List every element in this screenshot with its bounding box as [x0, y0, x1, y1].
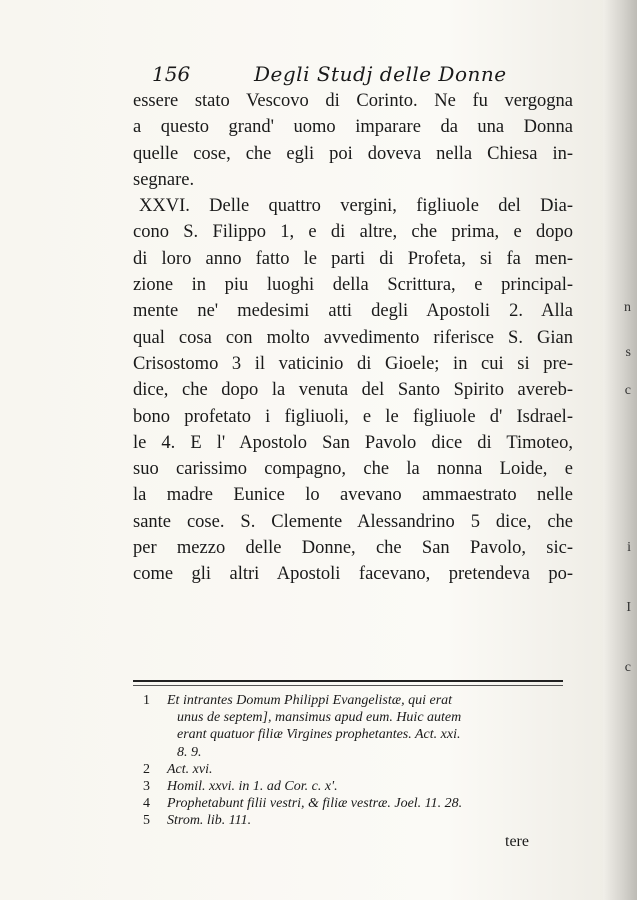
edge-mark: I	[626, 600, 631, 615]
edge-mark: i	[627, 540, 631, 555]
text-line: essere stato Vescovo di Corinto. Ne fu vergogna	[133, 91, 573, 111]
body-text	[133, 88, 573, 588]
footnote-number: 1	[143, 693, 150, 708]
footnote-rule	[133, 680, 563, 682]
running-head: Degli Studj delle Donne	[254, 62, 507, 86]
text-line: zione in piu luoghi della Scrittura, e principal-	[133, 275, 573, 296]
text-line: segnare.	[133, 169, 195, 190]
footnote-number: 3	[143, 779, 150, 795]
text-line: per mezzo delle Donne, che San Pavolo, sic-	[133, 538, 573, 559]
text-line: mente ne' medesimi atti degli Apostoli 2. Alla	[133, 301, 573, 322]
footnote-line: erant quatuor filiæ Virgines prophetantes. Act. xxi.	[177, 727, 461, 743]
text-line: bono profetato i figliuoli, e le figliuole d' Isdrael-	[133, 406, 573, 427]
text-line: quelle cose, che egli poi doveva nella Chiesa in-	[133, 143, 573, 164]
footnote-number: 5	[143, 813, 150, 829]
text-line: cono S. Filippo 1, e di altre, che prima, e dopo	[133, 222, 573, 243]
footnote-line: 8. 9.	[177, 744, 202, 760]
footnote-line: unus de septem], mansimus apud eum. Huic autem	[177, 710, 462, 726]
edge-mark: n	[624, 300, 631, 315]
catchword: tere	[505, 833, 529, 850]
text-line: sante cose. S. Clemente Alessandrino 5 dice, che	[133, 511, 573, 532]
footnote-line: Et intrantes Domum Philippi Evangelistæ, qui erat	[167, 693, 453, 708]
text-line: XXVI. Delle quattro vergini, figliuole del Dia-	[139, 196, 573, 217]
text-line: di loro anno fatto le parti di Profeta, si fa men-	[133, 248, 573, 269]
edge-mark: c	[624, 383, 631, 398]
text-line: le 4. E l' Apostolo San Pavolo dice di Timoteo,	[133, 432, 573, 453]
page-header	[152, 62, 572, 88]
footnote-line: Strom. lib. 111.	[167, 813, 252, 829]
text-line: Crisostomo 3 il vaticinio di Gioele; in cui si pre-	[133, 353, 573, 374]
footnote-rule	[133, 685, 563, 686]
text-line: qual cosa con molto avvedimento riferisce S. Gian	[133, 327, 573, 348]
footnote-2	[143, 761, 573, 778]
facing-page-edge	[603, 0, 637, 900]
text-line: come gli altri Apostoli facevano, pretendeva po-	[133, 564, 573, 585]
text-line: suo carissimo compagno, che la nonna Loide, e	[133, 459, 573, 480]
footnote-3	[143, 778, 573, 795]
footnote-1	[143, 692, 573, 761]
footnote-line: Homil. xxvi. in 1. ad Cor. c. x'.	[167, 779, 338, 795]
footnotes	[143, 692, 573, 830]
footnote-number: 4	[143, 796, 150, 812]
edge-mark: c	[624, 660, 631, 675]
edge-mark: s	[625, 345, 631, 360]
footnote-number: 2	[143, 761, 150, 777]
footnote-line: Act. xvi.	[167, 761, 213, 777]
page-number: 156	[152, 62, 191, 86]
footnote-line: Prophetabunt filii vestri, & filiæ vestræ. Joel. 11. 28.	[167, 796, 463, 812]
text-line: dice, che dopo la venuta del Santo Spirito avereb-	[133, 380, 573, 401]
text-line: a questo grand' uomo imparare da una Donna	[133, 117, 573, 138]
footnote-4	[143, 795, 573, 812]
text-line: la madre Eunice lo avevano ammaestrato nelle	[133, 485, 573, 506]
footnote-5	[143, 812, 573, 829]
